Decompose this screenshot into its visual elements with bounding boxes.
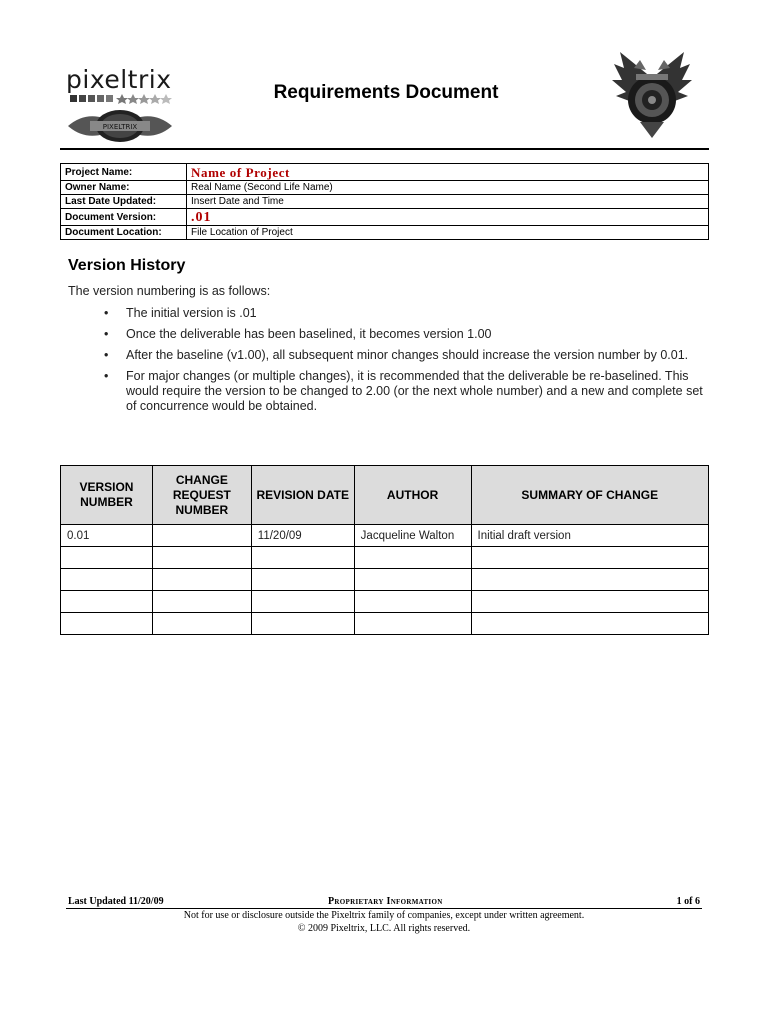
column-header-summary-of-change: SUMMARY OF CHANGE	[471, 466, 708, 525]
table-row	[61, 591, 709, 613]
table-cell[interactable]	[471, 591, 708, 613]
table-cell[interactable]: 0.01	[61, 525, 153, 547]
table-cell[interactable]: 11/20/09	[251, 525, 354, 547]
document-location-value[interactable]: File Location of Project	[187, 226, 709, 240]
table-cell[interactable]	[61, 569, 153, 591]
table-cell[interactable]	[471, 569, 708, 591]
list-item	[68, 327, 708, 342]
project-name-value[interactable]: Name of Project	[187, 164, 709, 181]
owner-name-label: Owner Name:	[61, 181, 187, 195]
footer-copyright: © 2009 Pixeltrix, LLC. All rights reserved.	[297, 923, 471, 934]
list-item-text: The initial version is .01	[126, 306, 257, 320]
table-cell[interactable]	[471, 547, 708, 569]
table-cell[interactable]	[354, 569, 471, 591]
column-header-author: AUTHOR	[354, 466, 471, 525]
table-row	[61, 613, 709, 635]
table-cell[interactable]	[152, 547, 251, 569]
table-row	[61, 525, 709, 547]
footer-proprietary-label: Proprietary Information	[328, 896, 443, 907]
bullet-icon: •	[104, 306, 109, 320]
project-name-label: Project Name:	[61, 164, 187, 181]
footer-last-updated: Last Updated 11/20/09	[68, 896, 164, 907]
version-rules-list	[68, 306, 708, 420]
table-cell[interactable]	[354, 613, 471, 635]
table-cell[interactable]	[61, 613, 153, 635]
last-date-value[interactable]: Insert Date and Time	[187, 195, 709, 209]
logo-star-strip-icon	[70, 94, 174, 104]
document-version-row	[61, 209, 709, 226]
project-name-row	[61, 164, 709, 181]
project-info-table	[60, 163, 709, 240]
table-cell[interactable]	[354, 591, 471, 613]
table-cell[interactable]	[251, 569, 354, 591]
bullet-icon: •	[104, 348, 109, 362]
last-date-label: Last Date Updated:	[61, 195, 187, 209]
table-cell[interactable]: Jacqueline Walton	[354, 525, 471, 547]
table-cell[interactable]	[152, 525, 251, 547]
table-cell[interactable]	[61, 591, 153, 613]
svg-text:PIXELTRIX: PIXELTRIX	[102, 123, 138, 131]
table-cell[interactable]	[354, 547, 471, 569]
table-header-row	[61, 466, 709, 525]
document-title: Requirements Document	[273, 82, 499, 103]
column-header-revision-date: REVISION DATE	[251, 466, 354, 525]
winged-speaker-logo-icon	[610, 48, 694, 140]
table-cell[interactable]	[152, 591, 251, 613]
list-item-text: After the baseline (v1.00), all subsequent minor changes should increase the version number by 0.01.	[126, 348, 689, 362]
list-item	[68, 306, 708, 321]
document-location-row	[61, 226, 709, 240]
table-cell[interactable]	[152, 613, 251, 635]
footer-page-number: 1 of 6	[676, 896, 700, 907]
owner-name-row	[61, 181, 709, 195]
table-cell[interactable]	[251, 547, 354, 569]
last-date-row	[61, 195, 709, 209]
bullet-icon: •	[104, 369, 109, 383]
table-cell[interactable]	[471, 613, 708, 635]
document-location-label: Document Location:	[61, 226, 187, 240]
column-header-change-request-number: CHANGE REQUEST NUMBER	[152, 466, 251, 525]
logo-wordmark: pixeltrix	[66, 65, 172, 94]
list-item-text: For major changes (or multiple changes), it is recommended that the deliverable be re-baselined. This would require the version to be changed to 2.00 (or the next whole number) and a new and complete set of concurrence would be obtained.	[126, 369, 703, 413]
footer-disclaimer: Not for use or disclosure outside the Pixeltrix family of companies, except under written agreement.	[183, 910, 585, 921]
list-item-text: Once the deliverable has been baselined, it becomes version 1.00	[126, 327, 492, 341]
footer-divider	[66, 908, 702, 909]
table-cell[interactable]	[251, 591, 354, 613]
document-version-value[interactable]: .01	[187, 209, 709, 226]
version-history-heading: Version History	[68, 257, 186, 274]
list-item	[68, 348, 708, 363]
version-history-table	[60, 465, 709, 635]
pixeltrix-logo	[64, 66, 176, 144]
column-header-version-number: VERSION NUMBER	[61, 466, 153, 525]
logo-badge-icon	[64, 106, 176, 144]
table-cell[interactable]	[61, 547, 153, 569]
header-divider	[60, 148, 709, 150]
table-row	[61, 547, 709, 569]
table-cell[interactable]	[152, 569, 251, 591]
table-cell[interactable]: Initial draft version	[471, 525, 708, 547]
footer-bar	[66, 896, 702, 908]
owner-name-value[interactable]: Real Name (Second Life Name)	[187, 181, 709, 195]
version-history-intro: The version numbering is as follows:	[68, 284, 271, 298]
document-version-label: Document Version:	[61, 209, 187, 226]
table-cell[interactable]	[251, 613, 354, 635]
bullet-icon: •	[104, 327, 109, 341]
table-row	[61, 569, 709, 591]
list-item	[68, 369, 708, 414]
